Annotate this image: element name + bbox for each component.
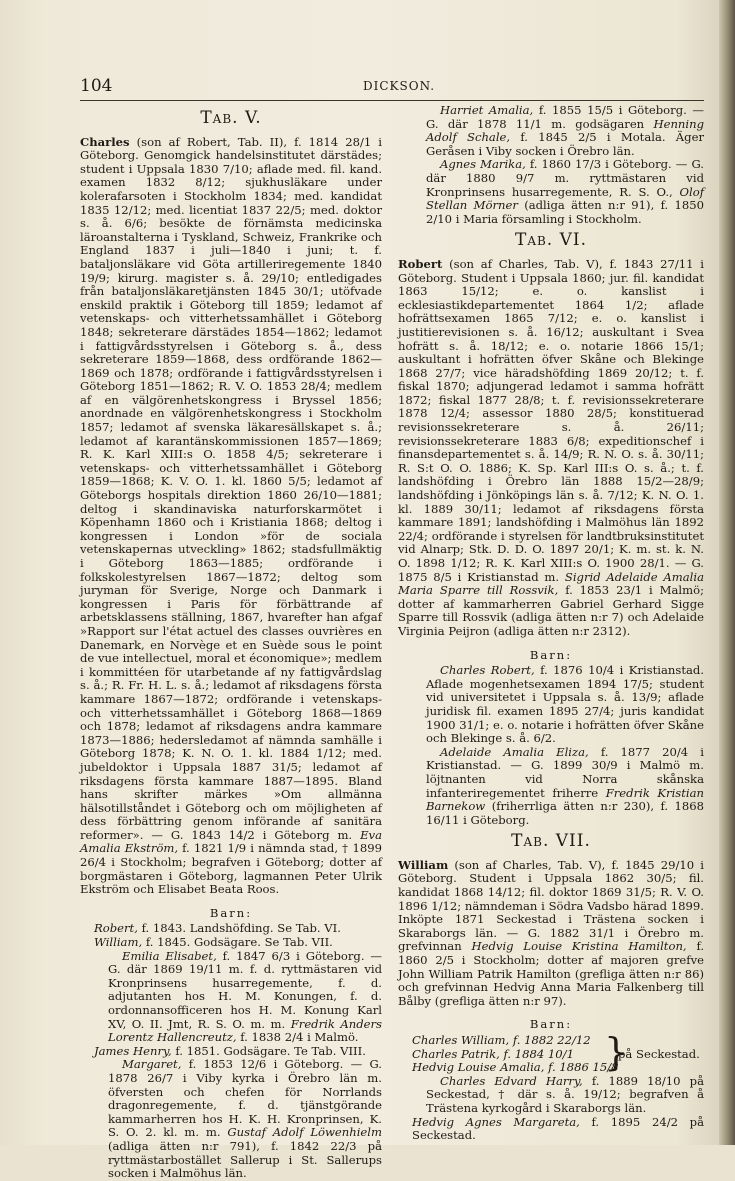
child-w4-text: f. 1889 18/10 på Seckestad, † där s. å. 19/12; begrafven å Trästena kyrkogård i Skaraborgs län. — [426, 1073, 705, 1115]
child-robert-text: f. 1843. Landshöfding. Se Tab. VI. — [141, 921, 341, 936]
seckestad-group — [398, 1030, 704, 1075]
child-william-text: f. 1845. Godsägare. Se Tab. VII. — [145, 935, 333, 950]
william-entry — [398, 859, 704, 1009]
robert-entry — [398, 258, 704, 639]
child-william — [80, 936, 382, 950]
page-number: 104 — [80, 76, 113, 96]
charles-name: Charles — [80, 134, 130, 149]
child-harriet-tail: f. 1845 2/5 i Motala. Äger Geråsen i Viby socken i Örebro län. — [426, 130, 705, 158]
header-rule — [80, 100, 704, 101]
charles-wife: Eva Amalia Ekström, — [80, 827, 382, 856]
child-agnes-text: f. 1860 17/3 i Göteborg. — G. där 1880 9/7 m. ryttmästaren vid Kronprinsens husarregemente, R. S. O., — [426, 157, 704, 199]
seckestad-brace — [604, 1030, 704, 1074]
william-name: William — [398, 857, 449, 872]
child-w5 — [398, 1116, 704, 1143]
page-header — [80, 76, 700, 100]
robert-name: Robert — [398, 256, 443, 271]
seckestad-label: på Seckestad. — [618, 1047, 700, 1061]
child-emilia-tail: f. 1838 2/4 i Malmö. — [240, 1030, 359, 1045]
tab-v-title: Tab. V. — [200, 108, 262, 128]
child-w3-text: Hedvig Louise Amalia, f. 1886 15/8 — [412, 1060, 619, 1075]
child-w4 — [398, 1075, 704, 1116]
child-agnes-tail: (adliga ätten n:r 91), f. 1850 2/10 i Maria församling i Stockholm. — [426, 198, 704, 226]
child-adelaide — [398, 746, 704, 828]
child-charles-robert-name: Charles Robert, — [440, 663, 535, 678]
child-harriet-husband: Henning Adolf Schale, — [426, 116, 704, 145]
child-james-text: f. 1851. Godsägare. Te Tab. VIII. — [175, 1043, 366, 1058]
child-harriet — [398, 104, 704, 158]
child-w2-text: Charles Patrik, f. 1884 10/1 — [412, 1046, 574, 1061]
child-harriet-name: Harriet Amalia, — [440, 103, 534, 117]
left-column — [80, 104, 382, 1181]
child-emilia-text: f. 1847 6/3 i Göteborg. — G. där 1869 19/11 m. f. d. ryttmästaren vid Kronprinsens husarregemente, f. d. adjutanten hos H. M. Konungen, f. d. ordonnansofficeren hos H. M. Konung Karl XV, O. II. Jmt, R. S. O. m. m. — [108, 948, 382, 1031]
charles-text: (son af Robert, Tab. II), f. 1814 28/1 i Göteborg. Genomgick handelsinstitutet därstädes; student i Uppsala 1830 7/10; aflade med. fil. kand. examen 1832 8/12; sjukhusläkare under kolerafarsoten i Stockholm 1834; med. kandidat 1835 12/12; med. licentiat 1837 22/5; med. doktor s. å. 6/6; besökte de förnämsta medicinska läroanstalterna i Tyskland, Schweiz, Frankrike och England 1837 i juli—1840 i juni; t. f. bataljonsläkare vid Göta artilleriregemente 1840 19/9; kirurg. magister s. å. 29/10; entledigades från bataljonsläkaretjänsten 1845 30/1; utöfvade enskild praktik i Göteborg till 1859; ledamot af vetenskaps- och vitterhetssamhället i Göteborg 1848; sekreterare därstädes 1854—1862; ledamot i fattigvårdsstyrelsen i Göteborg s. å., dess sekreterare 1859—1868, dess ordförande 1862—1869 och 1878; ordförande i fattigvårdsstyrelsen i Göteborg 1851—1862; R. V. O. 1853 28/4; medlem af en välgörenhetskongress i Bryssel 1856; anordnade en välgörenhetskongress i Stockholm 1857; ledamot af svenska läkaresällskapet s. å.; ledamot af karantänskommissionen 1857—1869; R. K. Karl XIII:s O. 1858 4/5; sekreterare i vetenskaps- och vitterhetssamhället i Göteborg 1859—1868; K. V. O. 1. kl. 1860 5/5; ledamot af Göteborgs hospitals direktion 1860 26/10—1881; deltog i skandinaviska naturforskarmötet i Köpenhamn 1860 och i Kristiania 1868; deltog i kongressen i London »för de sociala vetenskapernas utveckling» 1862; stadsfullmäktig i Göteborg 1863—1885; ordförande i folkskolestyrelsen 1867—1872; deltog som juryman för Sverige, Norge och Danmark i kongressen i Paris för förbättrande af arbetsklassens ställning, 1867, hvarefter han afgaf »Rapport sur l'état actuel des classes ouvrières en Danemark, en Norvège et en Suède sous le point de vue intellectuel, moral et économique»; medlem i kommittéen för utarbetande af ny fattigvårdslag s. å.; R. Fr. H. L. s. å.; ledamot af riksdagens första kammare 1867—1872; ordförande i vetenskaps- och vitterhetssamhället i Göteborg 1868—1869 och 1878; ledamot af riksdagens andra kammare 1873—1886; hedersledamot af nämnda samhälle i Göteborg 1878; K. N. O. 1. kl. 1884 1/12; med. jubeldoktor i Uppsala 1887 31/5; ledamot af riksdagens första kammare 1887—1895. Bland hans skrifter märkes »Om allmänna hälsotillståndet i Göteborg och om möjligheten af dess förbättring genom införande af sanitära reformer». — G. 1843 14/2 i Göteborg m. — [80, 134, 383, 842]
brace-glyph: } — [604, 1030, 629, 1074]
child-harriet-text: f. 1855 15/5 i Göteborg. — G. där 1878 11/1 m. godsägaren — [426, 103, 704, 131]
child-margaret-tail: (adliga ätten n:r 791), f. 1842 22/3 på ryttmästarbostället Sallerup i St. Sallerups socken i Malmöhus län. — [108, 1138, 382, 1181]
child-adelaide-husband: Fredrik Kristian Barnekow — [426, 785, 704, 814]
child-agnes-name: Agnes Marika, — [440, 157, 526, 172]
barn-label-vii: Barn: — [529, 1017, 573, 1032]
robert-tail: f. 1853 23/1 i Malmö; dotter af kammarherren Gabriel Gerhard Sigge Sparre till Rossvik (adliga ätten n:r 7) och Adelaide Virginia Peijron (adliga ätten n:r 2312). — [398, 583, 705, 638]
child-adelaide-tail: (friherrliga ätten n:r 230), f. 1868 16/11 i Göteborg. — [426, 799, 704, 827]
child-robert — [80, 922, 382, 936]
child-w5-name: Hedvig Agnes Margareta, — [412, 1114, 580, 1129]
child-james — [80, 1045, 382, 1059]
child-charles-robert-text: f. 1876 10/4 i Kristianstad. Aflade mogenhetsexamen 1894 17/5; student vid universitetet i Uppsala s. å. 13/9; aflade juridisk fil. examen 1895 27/4; juris kandidat 1900 31/1; e. o. notarie i hofrätten öfver Skåne och Blekinge s. å. 6/2. — [426, 663, 705, 746]
charles-entry — [80, 136, 382, 897]
child-robert-name: Robert, — [94, 921, 138, 936]
child-margaret-name: Margaret, — [122, 1057, 182, 1072]
child-james-name: James Henry, — [94, 1043, 172, 1058]
child-margaret-text: f. 1853 12/6 i Göteborg. — G. 1878 26/7 i Viby kyrka i Örebro län m. öfversten och chefen för Norrlands dragonregemente, f. d. tjänstgörande kammarherren hos H. K. H. Kronprinsen, K. S. O. 2. kl. m. m. — [108, 1057, 382, 1140]
child-adelaide-name: Adelaide Amalia Eliza, — [440, 744, 589, 759]
child-w4-name: Charles Edvard Harry, — [440, 1073, 583, 1088]
running-title: DICKSON. — [363, 79, 436, 93]
barn-label-v: Barn: — [209, 905, 253, 920]
child-w5-text: f. 1895 24/2 på Seckestad. — [412, 1114, 704, 1143]
child-w1-text: Charles William, f. 1882 22/12 — [412, 1033, 591, 1047]
william-text: (son af Charles, Tab. V), f. 1845 29/10 i Göteborg. Student i Uppsala 1862 30/5; fil. kandidat 1868 14/12; fil. doktor 1869 31/5; R. V. O. 1896 1/12; nämndeman i Södra Vadsbo härad 1899. Inköpte 1871 Seckestad i Trästena socken i Skaraborgs län. — G. 1882 31/1 i Örebro m. grefvinnan — [398, 857, 704, 954]
child-emilia — [80, 950, 382, 1045]
william-tail: f. 1860 2/5 i Stockholm; dotter af majoren grefve John William Patrik Hamilton (grefliga ätten n:r 86) och grefvinnan Hedvig Anna Maria Falkenberg till Bålby (grefliga ätten n:r 97). — [398, 939, 705, 1008]
child-adelaide-text: f. 1877 20/4 i Kristianstad. — G. 1899 30/9 i Malmö m. löjtnanten vid Norra skånska infanteriregementet friherre — [426, 744, 704, 800]
robert-wife: Sigrid Adelaide Amalia Maria Sparre till Rossvik, — [398, 569, 705, 598]
child-margaret — [80, 1058, 382, 1180]
child-william-name: William, — [94, 935, 143, 950]
tab-vi-title: Tab. VI. — [514, 230, 588, 251]
child-agnes-husband: Olof Stellan Mörner — [426, 184, 704, 213]
right-column — [398, 104, 704, 1143]
book-binding-edge — [719, 0, 735, 1145]
robert-text: (son af Charles, Tab. V), f. 1843 27/11 i Göteborg. Student i Uppsala 1860; jur. fil. kandidat 1863 15/12; e. o. kanslist i ecklesiastikdepartementet 1864 1/2; aflade hofrättsexamen 1865 7/12; e. o. kanslist i justitierevisionen s. å. 16/12; auskultant i Svea hofrätt s. å. 18/12; e. o. notarie 1866 15/1; auskultant i hofrätten öfver Skåne och Blekinge 1868 27/7; vice häradshöfding 1869 20/12; t. f. fiskal 1870; adjungerad ledamot i samma hofrätt 1872; fiskal 1877 28/8; t. f. revisionssekreterare 1878 12/4; assessor 1880 28/5; konstituerad revisionssekreterare s. å. 26/11; revisionssekreterare 1883 6/8; expeditionschef i finansdepartementet s. å. 14/9; R. N. O. s. å. 30/11; R. S:t O. O. 1886; K. Sp. Karl III:s O. s. å.; t. f. landshöfding i Örebro län 1888 15/2—28/9; landshöfding i Jönköpings län s. å. 7/12; K. N. O. 1. kl. 1889 30/11; ledamot af riksdagens första kammare 1891; landshöfding i Malmöhus län 1892 22/4; ordförande i styrelsen för landtbruksinstitutet vid Alnarp; Stk. D. D. O. 1897 20/1; K. m. st. k. N. O. 1898 1/12; R. K. Karl XIII:s O. 1900 28/1. — G. 1875 8/5 i Kristianstad m. — [398, 256, 704, 584]
child-margaret-husband: Gustaf Adolf Löwenhielm — [227, 1125, 382, 1140]
charles-tail: f. 1821 1/9 i nämnda stad, † 1899 26/4 i Stockholm; begrafven i Göteborg; dotter af borgmästaren i Göteborg, lagmannen Peter Ulrik Ekström och Elisabet Beata Roos. — [80, 841, 382, 897]
child-agnes — [398, 158, 704, 226]
child-charles-robert — [398, 664, 704, 746]
child-emilia-name: Emilia Elisabet, — [122, 948, 217, 963]
tab-vii-title: Tab. VII. — [511, 831, 591, 852]
barn-label-vi: Barn: — [529, 647, 573, 662]
william-wife: Hedvig Louise Kristina Hamilton, — [471, 939, 687, 954]
child-emilia-husband: Fredrik Anders Lorentz Hallencreutz, — [108, 1016, 383, 1045]
